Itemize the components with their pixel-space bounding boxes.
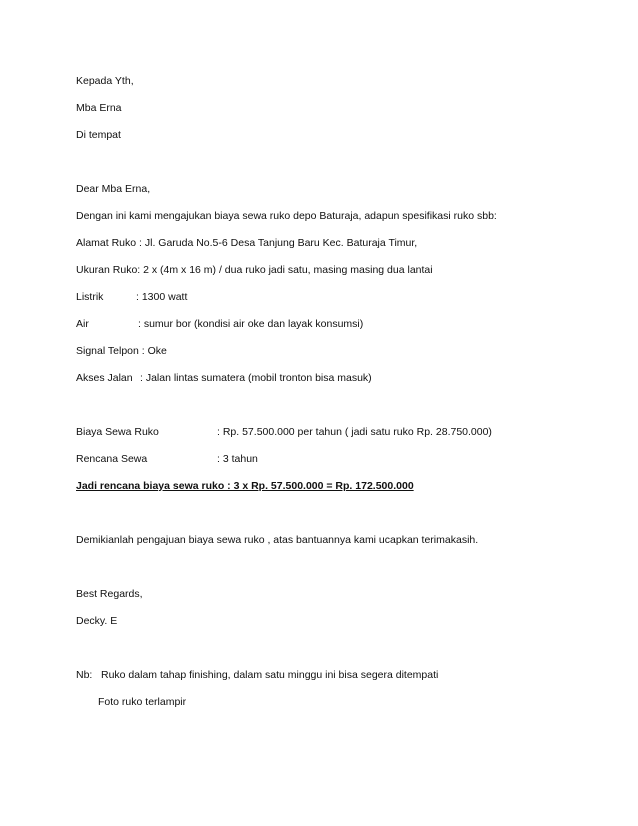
total-line: Jadi rencana biaya sewa ruko : 3 x Rp. 57.500.000 = Rp. 172.500.000 [76, 480, 414, 492]
closing-paragraph: Demikianlah pengajuan biaya sewa ruko , atas bantuannya kami ucapkan terimakasih. [76, 534, 479, 546]
cost-label: Biaya Sewa Ruko [76, 426, 159, 438]
regards: Best Regards, [76, 588, 143, 600]
spec-air [76, 317, 576, 331]
spec-label: Air [76, 318, 89, 330]
note-label: Nb: [76, 669, 93, 681]
spec-label: Akses Jalan [76, 372, 133, 384]
spec-value: : 1300 watt [136, 291, 188, 303]
plan-value: : 3 tahun [217, 453, 258, 465]
recipient-name: Mba Erna [76, 102, 122, 114]
spec-listrik [76, 290, 576, 304]
recipient-place: Di tempat [76, 129, 121, 141]
note-attachment: Foto ruko terlampir [98, 696, 187, 708]
plan-line [76, 452, 576, 466]
spec-label: Listrik [76, 291, 104, 303]
spec-value: : Jalan lintas sumatera (mobil tronton bisa masuk) [140, 372, 372, 384]
cost-value: : Rp. 57.500.000 per tahun ( jadi satu ruko Rp. 28.750.000) [217, 426, 492, 438]
greeting: Dear Mba Erna, [76, 183, 151, 195]
signature: Decky. E [76, 615, 118, 627]
salutation-to: Kepada Yth, [76, 75, 134, 87]
intro-paragraph: Dengan ini kami mengajukan biaya sewa ruko depo Baturaja, adapun spesifikasi ruko sbb: [76, 210, 497, 222]
size-line: Ukuran Ruko: 2 x (4m x 16 m) / dua ruko jadi satu, masing masing dua lantai [76, 264, 433, 276]
spec-signal: Signal Telpon : Oke [76, 345, 167, 357]
plan-label: Rencana Sewa [76, 453, 148, 465]
cost-line [76, 425, 576, 439]
note-text: Ruko dalam tahap finishing, dalam satu minggu ini bisa segera ditempati [101, 669, 439, 681]
note-line [76, 668, 576, 682]
spec-akses [76, 371, 576, 385]
address-line: Alamat Ruko : Jl. Garuda No.5-6 Desa Tanjung Baru Kec. Baturaja Timur, [76, 237, 418, 249]
spec-value: : sumur bor (kondisi air oke dan layak konsumsi) [138, 318, 364, 330]
